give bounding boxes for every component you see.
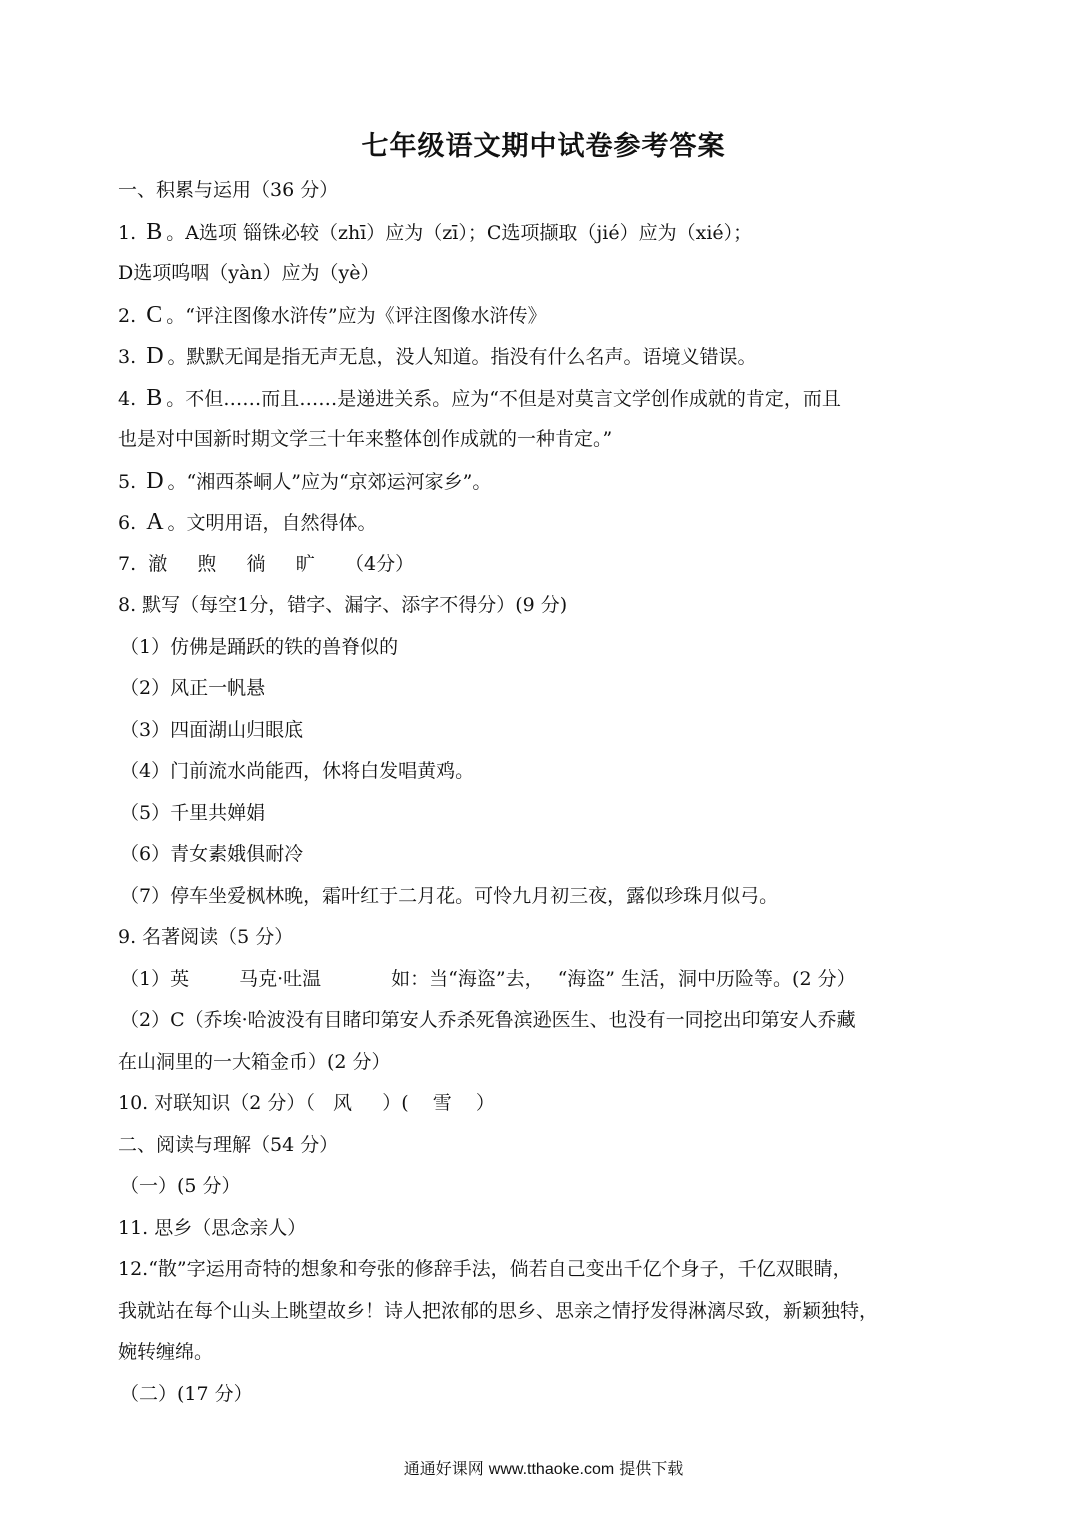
q3-number: 3. — [118, 346, 137, 368]
answer-line-q1-cont: D选项呜咽（yàn）应为（yè） — [118, 262, 380, 284]
answer-line-q1 — [118, 212, 978, 254]
section-heading-1: 一、积累与运用（36 分） — [118, 179, 339, 201]
answer-line-q8-5: （5）千里共婵娟 — [120, 801, 266, 824]
section-heading-2: 二、阅读与理解（54 分） — [118, 1133, 339, 1156]
q2-answer: C — [146, 301, 163, 328]
q2-explanation: 。“评注图像水浒传”应为《评注图像水浒传》 — [166, 304, 547, 327]
answer-line-q12-cont1: 我就站在每个山头上眺望故乡！诗人把浓郁的思乡、思亲之情抒发得淋漓尽致，新颖独特， — [118, 1299, 879, 1322]
answer-line-q7: 7. 澈 煦 徜 旷 （4分） — [118, 552, 415, 575]
page-footer — [0, 1456, 1087, 1479]
q1-answer: B — [146, 218, 163, 245]
q6-explanation: 。文明用语，自然得体。 — [167, 512, 377, 534]
q2-number: 2. — [118, 304, 137, 327]
answer-line-q12: 12.“散”字运用奇特的想象和夸张的修辞手法，倘若自己变出千亿个身子，千亿双眼睛， — [118, 1258, 852, 1280]
q4-explanation: 。不但……而且……是递进关系。应为“不但是对莫言文学创作成就的肯定，而且 — [166, 387, 841, 410]
answer-line-q10: 10. 对联知识（2 分）（ 风 ）( 雪 ） — [118, 1092, 495, 1114]
q5-explanation: 。“湘西茶峒人”应为“京郊运河家乡”。 — [167, 470, 492, 493]
q3-answer: D — [146, 343, 164, 369]
answer-line-q6 — [118, 502, 978, 544]
q9-1-example-b: “海盗” 生活，洞中历险等。(2 分） — [557, 967, 856, 990]
q9-1-example-a: 如：当“海盗”去， — [391, 967, 544, 990]
q6-answer: A — [146, 509, 164, 535]
answer-line-q5 — [118, 461, 978, 503]
answer-line-q12-cont2: 婉转缠绵。 — [118, 1341, 214, 1363]
answer-line-q8-3: （3）四面湖山归眼底 — [120, 718, 304, 741]
q5-answer: D — [146, 467, 164, 494]
answer-line-q11: 11. 思乡（思念亲人） — [118, 1216, 307, 1239]
answer-line-q4-cont: 也是对中国新时期文学三十年来整体创作成就的一种肯定。” — [118, 428, 613, 450]
q4-answer: B — [146, 384, 163, 411]
answer-line-q8-2: （2）风正一帆悬 — [120, 677, 266, 699]
q3-explanation: 。默默无闻是指无声无息，没人知道。指没有什么名声。语境义错误。 — [167, 346, 757, 368]
answer-line-q8-7: （7）停车坐爱枫林晚，霜叶红于二月花。可怜九月初三夜，露似珍珠月似弓。 — [120, 884, 779, 907]
answer-line-q8-1: （1）仿佛是踊跃的铁的兽脊似的 — [120, 635, 399, 658]
q6-number: 6. — [118, 512, 137, 534]
document-title: 七年级语文期中试卷参考答案 — [361, 131, 726, 162]
answer-line-q2 — [118, 295, 978, 337]
q1-number: 1. — [118, 221, 137, 244]
answer-line-q9: 9. 名著阅读（5 分） — [118, 926, 294, 948]
footer-note: 提供下载 — [619, 1459, 684, 1478]
answer-line-q8-4: （4）门前流水尚能西，休将白发唱黄鸡。 — [120, 760, 475, 782]
q9-1-country: （1）英 — [120, 967, 190, 990]
answer-content — [118, 170, 978, 1415]
answer-line-q9-2-cont: 在山洞里的一大箱金币）(2 分） — [118, 1050, 391, 1073]
footer-url-link[interactable]: www.tthaoke.com — [488, 1461, 615, 1478]
answer-line-q8: 8. 默写（每空1分，错字、漏字、添字不得分）(9 分) — [118, 594, 568, 616]
footer-site-name: 通通好课网 — [403, 1459, 484, 1478]
answer-line-q4 — [118, 378, 978, 420]
subsection-heading-2: （二）(17 分） — [120, 1382, 253, 1405]
answer-line-q9-1 — [118, 959, 978, 1001]
subsection-heading-1: （一）(5 分） — [120, 1175, 241, 1197]
answer-line-q9-2: （2）C（乔埃·哈波没有目睹印第安人乔杀死鲁滨逊医生、也没有一同挖出印第安人乔藏 — [120, 1009, 856, 1031]
answer-line-q3 — [118, 336, 978, 378]
q5-number: 5. — [118, 470, 137, 493]
q1-explanation: 。A选项 锱铢必较（zhī）应为（zī）；C选项撷取（jié）应为（xié）； — [166, 221, 753, 244]
q4-number: 4. — [118, 387, 137, 410]
answer-line-q8-6: （6）青女素娥俱耐冷 — [120, 843, 304, 865]
q9-1-author: 马克·吐温 — [239, 967, 322, 990]
